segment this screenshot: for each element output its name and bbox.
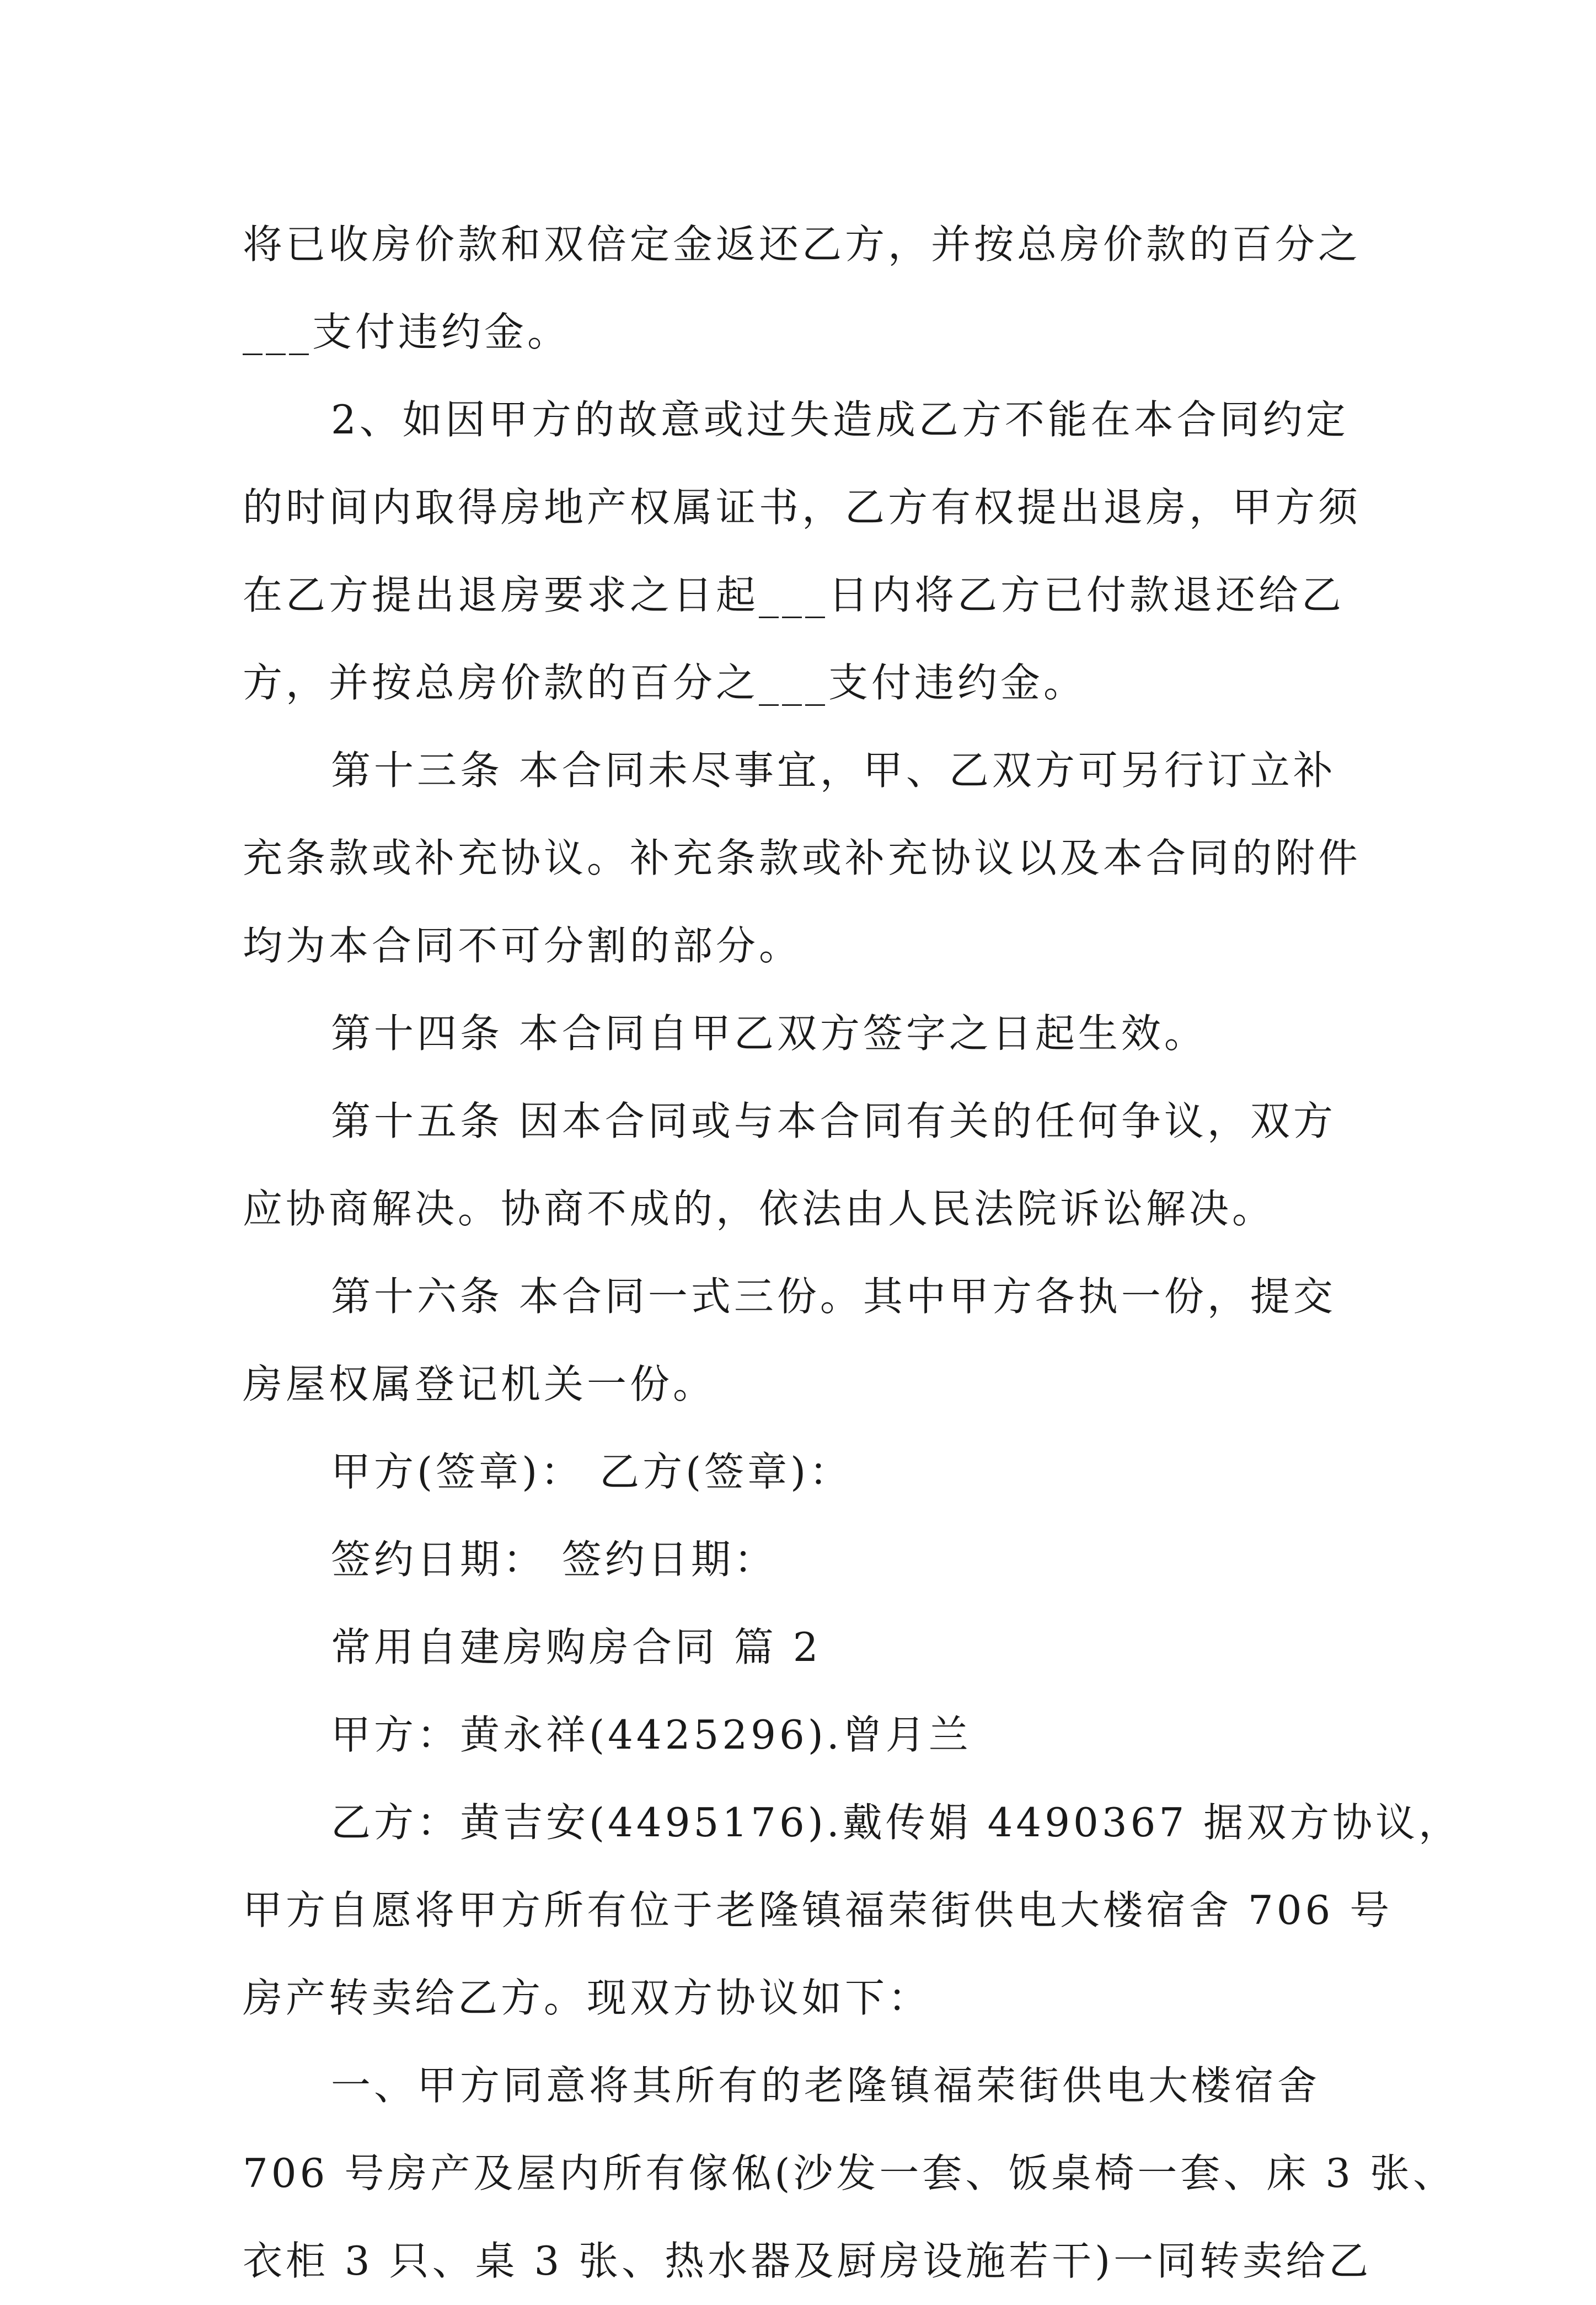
date-line: 签约日期： 签约日期：: [331, 1536, 777, 1583]
party-b-line: 乙方：黄吉安(4495176).戴传娟 4490367 据双方协议，: [331, 1799, 1462, 1846]
text-line: 将已收房价款和双倍定金返还乙方，并按总房价款的百分之: [243, 221, 1362, 267]
text-line: 均为本合同不可分割的部分。: [243, 923, 802, 969]
text-line: ___支付违约金。: [243, 309, 571, 355]
document-body: [243, 201, 1462, 2305]
text-line: 第十六条 本合同一式三份。其中甲方各执一份，提交: [331, 1273, 1336, 1320]
text-line: 706 号房产及屋内所有傢俬(沙发一套、饭桌椅一套、床 3 张、: [243, 2150, 1456, 2196]
signature-line: 甲方(签章)： 乙方(签章)：: [331, 1449, 853, 1495]
party-a-line: 甲方：黄永祥(4425296).曾月兰: [331, 1712, 972, 1758]
text-line: 充条款或补充协议。补充条款或补充协议以及本合同的附件: [243, 835, 1362, 881]
text-line: 方，并按总房价款的百分之___支付违约金。: [243, 660, 1087, 706]
text-line: 的时间内取得房地产权属证书，乙方有权提出退房，甲方须: [243, 484, 1362, 530]
section-title: 常用自建房购房合同 篇 2: [331, 1624, 822, 1670]
text-line: 甲方自愿将甲方所有位于老隆镇福荣街供电大楼宿舍 706 号: [243, 1887, 1393, 1933]
text-line: 房屋权属登记机关一份。: [243, 1361, 716, 1407]
text-line: 第十三条 本合同未尽事宜，甲、乙双方可另行订立补: [331, 747, 1336, 794]
text-line: 一、甲方同意将其所有的老隆镇福荣街供电大楼宿舍: [331, 2062, 1321, 2109]
text-line: 第十五条 因本合同或与本合同有关的任何争议，双方: [331, 1098, 1336, 1144]
text-line: 衣柜 3 只、桌 3 张、热水器及厨房设施若干)一同转卖给乙: [243, 2238, 1372, 2284]
text-line: 第十四条 本合同自甲乙双方签字之日起生效。: [331, 1010, 1207, 1057]
text-line: 在乙方提出退房要求之日起___日内将乙方已付款退还给乙: [243, 572, 1345, 618]
text-line: 应协商解决。协商不成的，依法由人民法院诉讼解决。: [243, 1186, 1276, 1232]
text-line: 房产转卖给乙方。现双方协议如下：: [243, 1975, 931, 2021]
text-line: 2、如因甲方的故意或过失造成乙方不能在本合同约定: [331, 396, 1349, 443]
